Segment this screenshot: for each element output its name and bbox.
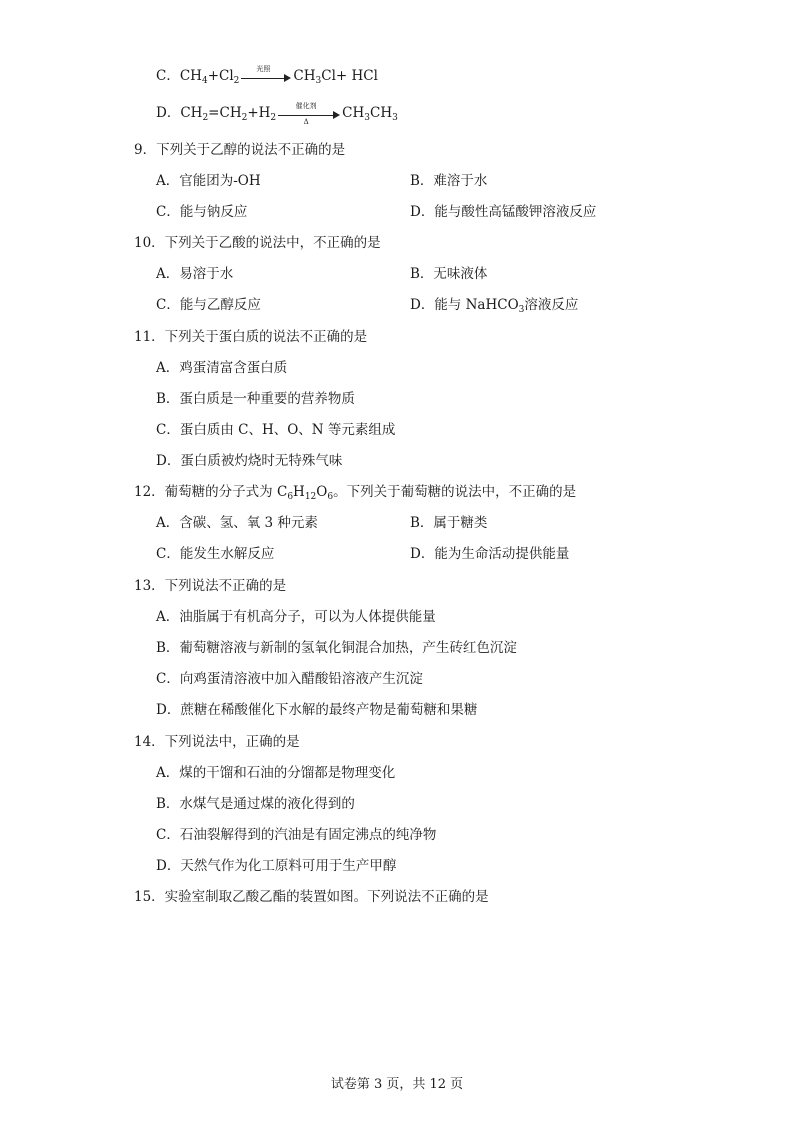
q11-option-c: C．蛋白质由 C、H、O、N 等元素组成 bbox=[156, 422, 396, 438]
q11-option-a: A．鸡蛋清富含蛋白质 bbox=[156, 360, 288, 376]
reaction-arrow-icon bbox=[241, 64, 291, 84]
reaction-condition: 催化剂 bbox=[295, 101, 317, 110]
option-label: D． bbox=[156, 105, 181, 121]
option-label: C． bbox=[156, 68, 180, 84]
q12-option-a: A．含碳、氢、氧 3 种元素 bbox=[156, 515, 318, 531]
q10-option-c: C．能与乙醇反应 bbox=[156, 297, 261, 313]
q12-stem: 12．葡萄糖的分子式为 $C_6H_{12}O_6$。下列关于葡萄糖的说法中，不正确的是 bbox=[134, 484, 577, 502]
q9-option-c: C．能与钠反应 bbox=[156, 204, 248, 220]
q15-stem: 15．实验室制取乙酸乙酯的装置如图。下列说法不正确的是 bbox=[134, 889, 489, 905]
q13-option-c: C．向鸡蛋清溶液中加入醋酸铅溶液产生沉淀 bbox=[156, 671, 423, 687]
q9-option-b: B．难溶于水 bbox=[410, 173, 488, 189]
q14-option-a: A．煤的干馏和石油的分馏都是物理变化 bbox=[156, 765, 396, 781]
q14-stem: 14．下列说法中，正确的是 bbox=[134, 734, 300, 750]
q14-option-d: D．天然气作为化工原料可用于生产甲醇 bbox=[156, 858, 397, 874]
q13-stem: 13．下列说法不正确的是 bbox=[134, 578, 287, 594]
q13-option-b: B．葡萄糖溶液与新制的氢氧化铜混合加热，产生砖红色沉淀 bbox=[156, 640, 517, 656]
q12-option-b: B．属于糖类 bbox=[410, 515, 488, 531]
q13-option-a: A．油脂属于有机高分子，可以为人体提供能量 bbox=[156, 609, 436, 625]
q12-option-d: D．能为生命活动提供能量 bbox=[410, 546, 570, 562]
q14-option-b: B．水煤气是通过煤的液化得到的 bbox=[156, 796, 355, 812]
q9-option-d: D．能与酸性高锰酸钾溶液反应 bbox=[410, 204, 597, 220]
q8-option-d: D．$CH_2=CH_2+H_2$ 催化剂 Δ $CH_3CH_3$ bbox=[156, 101, 398, 126]
q11-option-b: B．蛋白质是一种重要的营养物质 bbox=[156, 391, 355, 407]
q12-option-c: C．能发生水解反应 bbox=[156, 546, 275, 562]
q11-option-d: D．蛋白质被灼烧时无特殊气味 bbox=[156, 453, 343, 469]
q10-option-d: D．能与 NaHCO$_3$溶液反应 bbox=[410, 297, 579, 315]
q9-stem: 9．下列关于乙醇的说法不正确的是 bbox=[134, 142, 346, 158]
reaction-condition: 光照 bbox=[256, 64, 271, 73]
reaction-arrow-icon bbox=[278, 101, 340, 126]
q9-option-a: A．官能团为-OH bbox=[156, 173, 261, 189]
q14-option-c: C．石油裂解得到的汽油是有固定沸点的纯净物 bbox=[156, 827, 437, 843]
q13-option-d: D．蔗糖在稀酸催化下水解的最终产物是葡萄糖和果糖 bbox=[156, 702, 478, 718]
q10-stem: 10．下列关于乙酸的说法中，不正确的是 bbox=[134, 235, 381, 251]
page-footer: 试卷第 3 页，共 12 页 bbox=[330, 1077, 464, 1092]
q11-stem: 11．下列关于蛋白质的说法不正确的是 bbox=[134, 329, 368, 345]
q10-option-b: B．无味液体 bbox=[410, 266, 488, 282]
q8-option-c: C．$CH_4+Cl_2$ 光照 $CH_3Cl+$ HCl bbox=[156, 64, 378, 86]
q10-option-a: A．易溶于水 bbox=[156, 266, 234, 282]
reaction-condition-heat: Δ bbox=[303, 117, 309, 126]
